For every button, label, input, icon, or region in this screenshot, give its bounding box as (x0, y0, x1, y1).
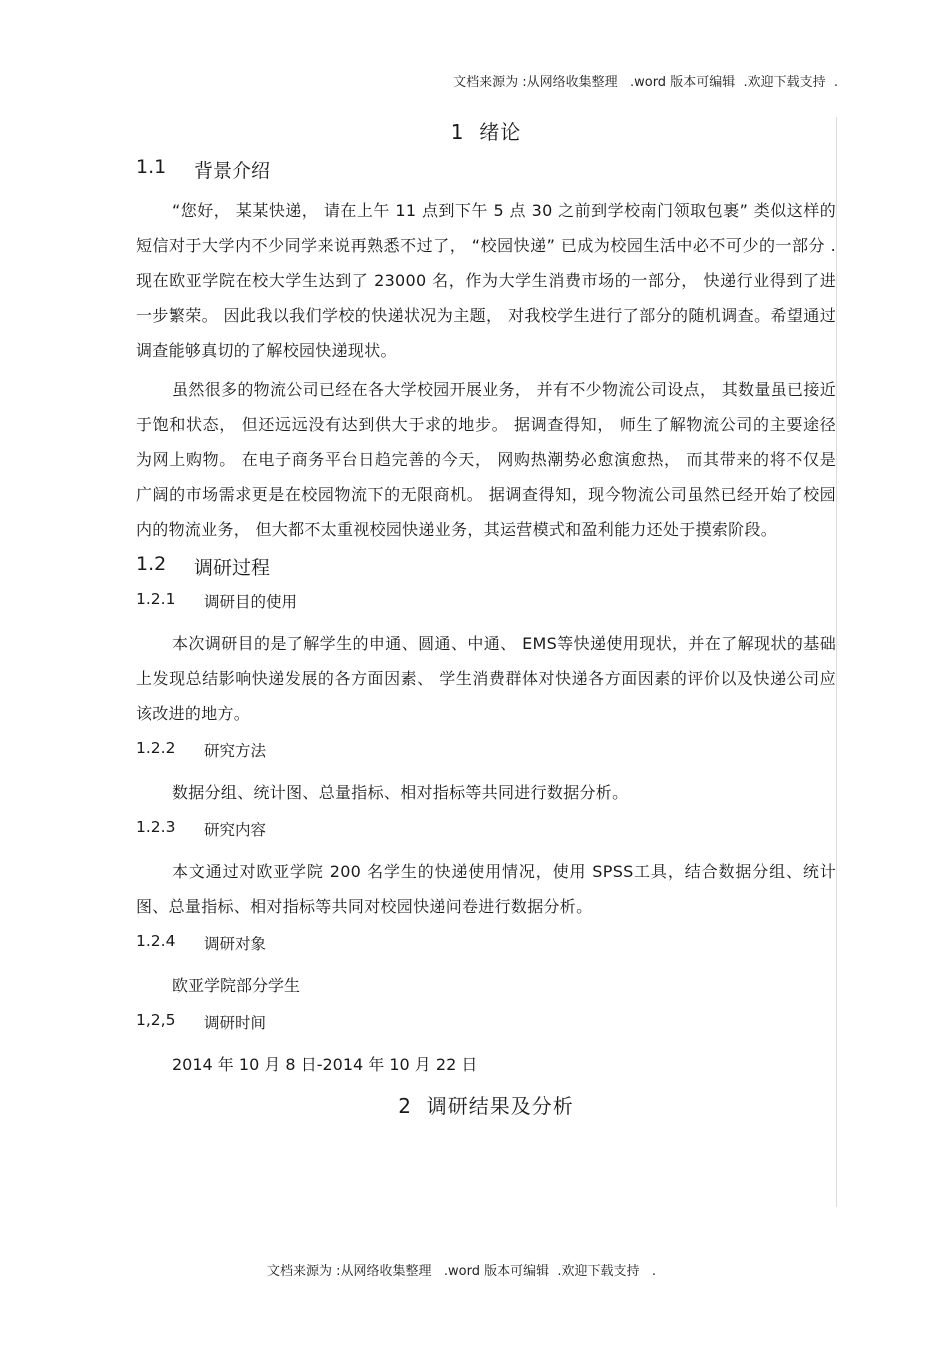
time-paragraph: 2014 年 10 月 8 日-2014 年 10 月 22 日 (172, 1055, 478, 1074)
section-1-2-2-title: 研究方法 (204, 742, 267, 760)
section-1-2-4-heading (136, 932, 836, 954)
chapter-1-title: 绪论 (479, 120, 522, 144)
section-1-2-4-number: 1.2.4 (136, 932, 176, 950)
section-1-2-1-number: 1.2.1 (136, 590, 176, 608)
chapter-2-number: 2 (398, 1094, 412, 1118)
chapter-1-number: 1 (450, 120, 465, 144)
section-1-2-3-heading (136, 818, 836, 840)
section-1-2-3-number: 1.2.3 (136, 818, 176, 836)
method-paragraph: 数据分组、统计图、总量指标、相对指标等共同进行数据分析。 (172, 783, 629, 802)
section-1-2-5-number: 1,2,5 (136, 1011, 176, 1029)
page-right-rule (836, 117, 837, 1207)
section-1-2-5-heading (136, 1011, 836, 1033)
section-1-1-number: 1.1 (136, 156, 167, 178)
content-paragraph: 本文通过对欧亚学院 200 名学生的快递使用情况，使用 SPSS工具，结合数据分组、统计图、总量指标、相对指标等共同对校园快递问卷进行数据分析。 (136, 862, 836, 916)
section-1-2-2-heading (136, 739, 836, 761)
footer-source-note: 文档来源为 :从网络收集整理 .word 版本可编辑 .欢迎下载支持 . (267, 1264, 657, 1279)
document-body (136, 112, 836, 1119)
section-1-2-1-heading (136, 590, 836, 612)
chapter-2-title: 调研结果及分析 (426, 1094, 574, 1118)
section-1-2-number: 1.2 (136, 553, 167, 575)
section-1-2-1-title: 调研目的使用 (204, 593, 298, 611)
section-1-2-5-title: 调研时间 (204, 1014, 267, 1032)
chapter-2-heading (136, 1090, 836, 1119)
section-1-2-3-title: 研究内容 (204, 821, 267, 839)
section-1-1-title: 背景介绍 (194, 160, 271, 182)
purpose-paragraph: 本次调研目的是了解学生的申通、圆通、中通、 EMS等快递使用现状，并在了解现状的基础上发现总结影响快递发展的各方面因素、 学生消费群体对快递各方面因素的评价以及快递公司应该改进的地方。 (136, 634, 836, 723)
section-1-2-4-title: 调研对象 (204, 935, 267, 953)
header-source-note: 文档来源为 :从网络收集整理 .word 版本可编辑 .欢迎下载支持 . (453, 75, 838, 90)
background-paragraph-1: “您好， 某某快递， 请在上午 11 点到下午 5 点 30 之前到学校南门领取包裹” 类似这样的短信对于大学内不少同学来说再熟悉不过了， “校园快递” 已成为校园生活中必不可少的一部分 . 现在欧亚学院在校大学生达到了 23000 名，作为大学生消费市场的一部分， 快递行业得到了进一步繁荣。 因此我以我们学校的快递状况为主题， 对我校学生进行了部分的随机调查。希望通过调查能够真切的了解校园快递现状。 (136, 201, 836, 360)
subject-paragraph: 欧亚学院部分学生 (172, 976, 301, 995)
section-1-2-2-number: 1.2.2 (136, 739, 176, 757)
chapter-1-heading (136, 112, 836, 150)
section-1-2-heading (136, 553, 836, 580)
background-paragraph-2: 虽然很多的物流公司已经在各大学校园开展业务， 并有不少物流公司设点， 其数量虽已接近于饱和状态， 但还远远没有达到供大于求的地步。 据调查得知， 师生了解物流公司的主要途径为网上购物。 在电子商务平台日趋完善的今天， 网购热潮势必愈演愈热， 而其带来的将不仅是广阔的市场需求更是在校园物流下的无限商机。 据调查得知，现今物流公司虽然已经开始了校园内的物流业务， 但大都不太重视校园快递业务，其运营模式和盈利能力还处于摸索阶段。 (136, 380, 836, 539)
section-1-1-heading (136, 156, 836, 183)
section-1-2-title: 调研过程 (194, 557, 271, 579)
